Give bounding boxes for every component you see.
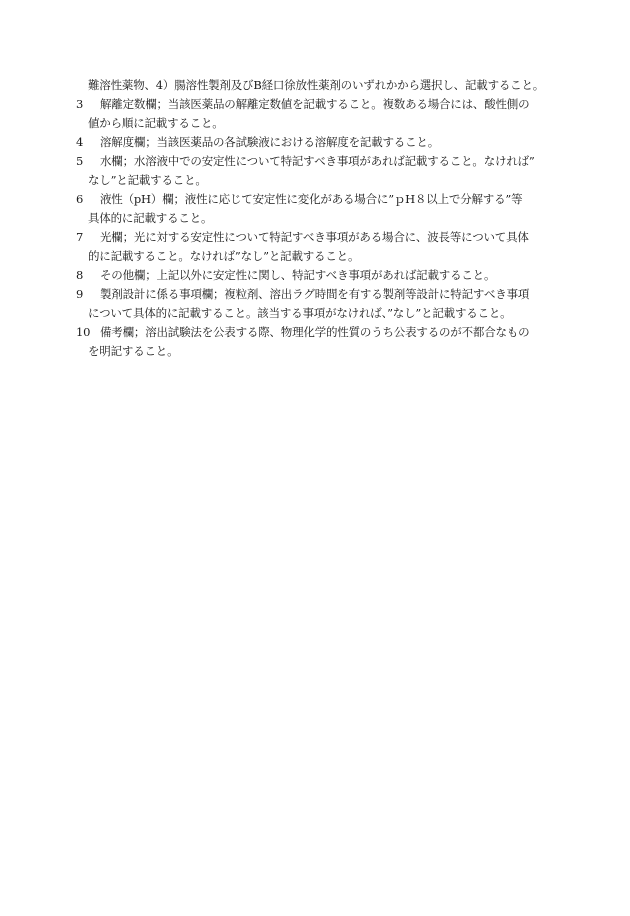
- item-number: 10: [76, 325, 91, 339]
- line-text: について具体的に記載すること。該当する事項がなければ、”なし”と記載すること。: [88, 306, 512, 320]
- line-text: 難溶性薬物、4）腸溶性製剤及びB経口徐放性薬剤のいずれかから選択し、記載すること。: [88, 78, 545, 92]
- text-line: [76, 152, 556, 171]
- item-number: 8: [76, 268, 84, 282]
- line-text: 水欄；水溶液中での安定性について特記すべき事項があれば記載すること。なければ”: [100, 154, 535, 168]
- text-line: [76, 304, 556, 323]
- text-line: [76, 247, 556, 266]
- line-text: 溶解度欄；当該医薬品の各試験液における溶解度を記載すること。: [100, 135, 439, 149]
- line-text: 的に記載すること。なければ”なし”と記載すること。: [88, 249, 360, 263]
- item-number: 9: [76, 287, 84, 301]
- item-number: 7: [76, 230, 84, 244]
- text-line: [76, 76, 556, 95]
- item-number: 4: [76, 135, 84, 149]
- line-text: 具体的に記載すること。: [88, 211, 213, 225]
- line-text: 光欄；光に対する安定性について特記すべき事項がある場合に、波長等について具体: [100, 230, 529, 244]
- line-text: その他欄；上記以外に安定性に関し、特記すべき事項があれば記載すること。: [100, 268, 496, 282]
- text-line: [76, 209, 556, 228]
- text-line: [76, 323, 556, 342]
- line-text: 解離定数欄；当該医薬品の解離定数値を記載すること。複数ある場合には、酸性側の: [100, 97, 530, 111]
- line-text: 備考欄；溶出試験法を公表する際、物理化学的性質のうち公表するのが不都合なもの: [100, 325, 530, 339]
- instruction-text-block: [76, 76, 556, 361]
- text-line: [76, 266, 556, 285]
- text-line: [76, 190, 556, 209]
- item-number: 3: [76, 97, 84, 111]
- line-text: なし”と記載すること。: [88, 173, 207, 187]
- text-line: [76, 342, 556, 361]
- text-line: [76, 171, 556, 190]
- item-number: 6: [76, 192, 84, 206]
- line-text: 液性（pH）欄；液性に応じて安定性に変化がある場合に”ｐH８以上で分解する”等: [100, 192, 523, 206]
- text-line: [76, 95, 556, 114]
- text-line: [76, 114, 556, 133]
- text-line: [76, 285, 556, 304]
- line-text: 値から順に記載すること。: [88, 116, 224, 130]
- text-line: [76, 228, 556, 247]
- text-line: [76, 133, 556, 152]
- line-text: 製剤設計に係る事項欄；複粒剤、溶出ラグ時間を有する製剤等設計に特記すべき事項: [100, 287, 530, 301]
- item-number: 5: [76, 154, 84, 168]
- line-text: を明記すること。: [88, 344, 179, 358]
